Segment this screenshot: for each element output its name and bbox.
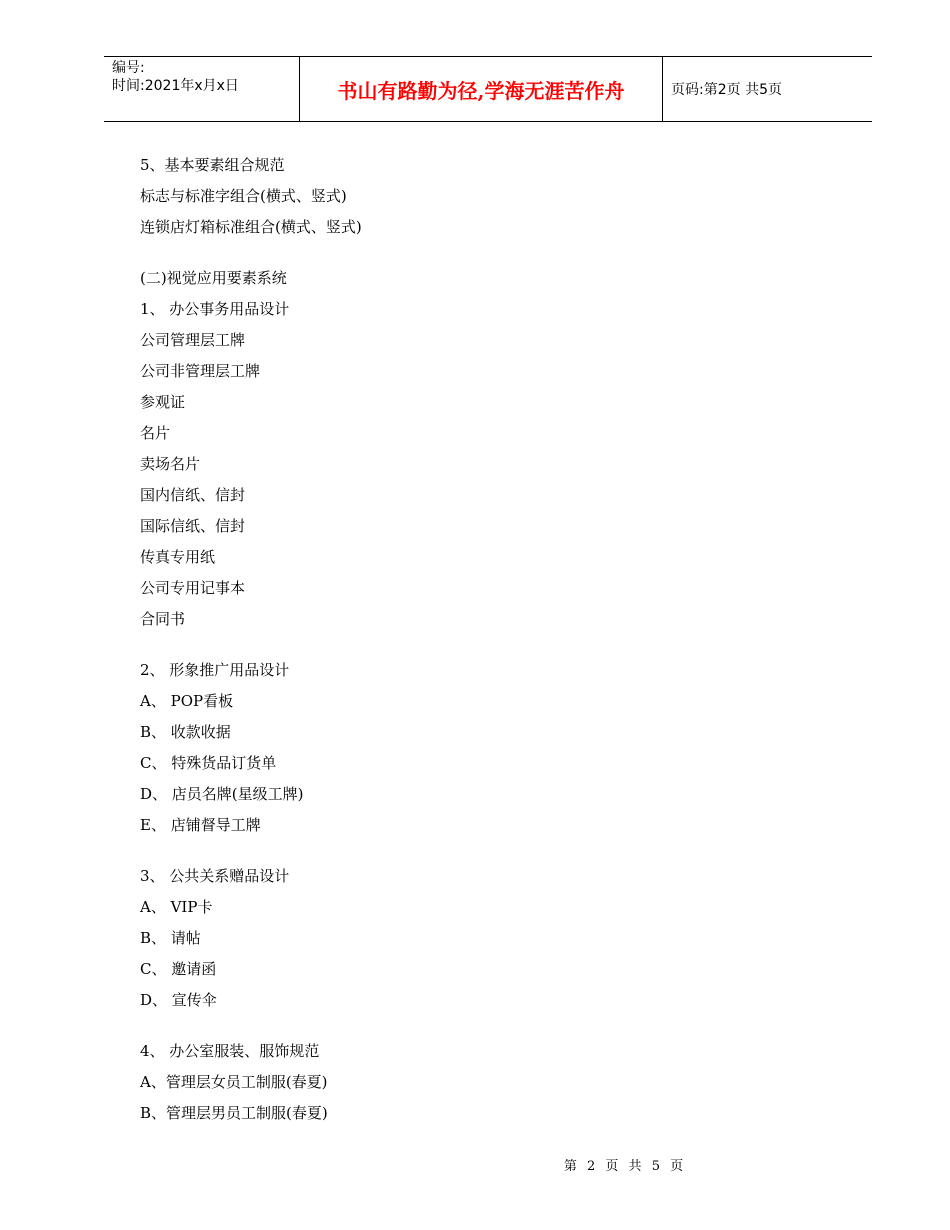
list-item: 公司管理层工牌 [140,331,246,349]
list-item: 连锁店灯箱标准组合(横式、竖式) [140,218,362,236]
document-body [140,150,840,1129]
section-gap [140,1016,840,1036]
header-meta-cell [104,57,300,121]
header-page-info: 页码:第2页 共5页 [671,82,782,98]
section-gap [140,635,840,655]
content-section [140,1036,840,1129]
content-section [140,263,840,635]
section-gap [140,243,840,263]
section-heading: 3、 公共关系赠品设计 [140,867,290,885]
list-item: B、管理层男员工制服(春夏) [140,1104,328,1122]
list-item: A、 VIP卡 [140,898,213,916]
list-item: B、 收款收据 [140,723,231,741]
section-heading: 5、基本要素组合规范 [140,156,285,174]
section-heading: 2、 形象推广用品设计 [140,661,290,679]
header-motto-cell [300,57,663,121]
list-item: E、 店铺督导工牌 [140,816,261,834]
list-item: 公司专用记事本 [140,579,246,597]
list-item: D、 宣传伞 [140,991,217,1009]
list-item: 1、 办公事务用品设计 [140,300,290,318]
list-item: 卖场名片 [140,455,201,473]
content-section [140,861,840,1016]
list-item: B、 请帖 [140,929,201,947]
page-footer [0,1155,950,1174]
list-item: A、 POP看板 [140,692,234,710]
list-item: 合同书 [140,610,186,628]
document-number-label: 编号: [112,60,145,76]
document-header [104,56,872,122]
list-item: 公司非管理层工牌 [140,362,261,380]
content-section [140,655,840,841]
list-item: 标志与标准字组合(横式、竖式) [140,187,347,205]
list-item: 国际信纸、信封 [140,517,246,535]
list-item: 参观证 [140,393,186,411]
list-item: A、管理层女员工制服(春夏) [140,1073,328,1091]
content-section [140,150,840,243]
list-item: 名片 [140,424,171,442]
list-item: C、 特殊货品订货单 [140,754,277,772]
footer-page-number: 第 2 页 共 5 页 [563,1159,687,1174]
section-heading: (二)视觉应用要素系统 [140,269,287,287]
section-heading: 4、 办公室服装、服饰规范 [140,1042,320,1060]
header-page-cell [663,57,872,121]
list-item: D、 店员名牌(星级工牌) [140,785,304,803]
list-item: C、 邀请函 [140,960,217,978]
list-item: 国内信纸、信封 [140,486,246,504]
document-time-label: 时间:2021年x月x日 [112,78,239,94]
header-motto: 书山有路勤为径,学海无涯苦作舟 [337,78,625,103]
section-gap [140,841,840,861]
list-item: 传真专用纸 [140,548,216,566]
